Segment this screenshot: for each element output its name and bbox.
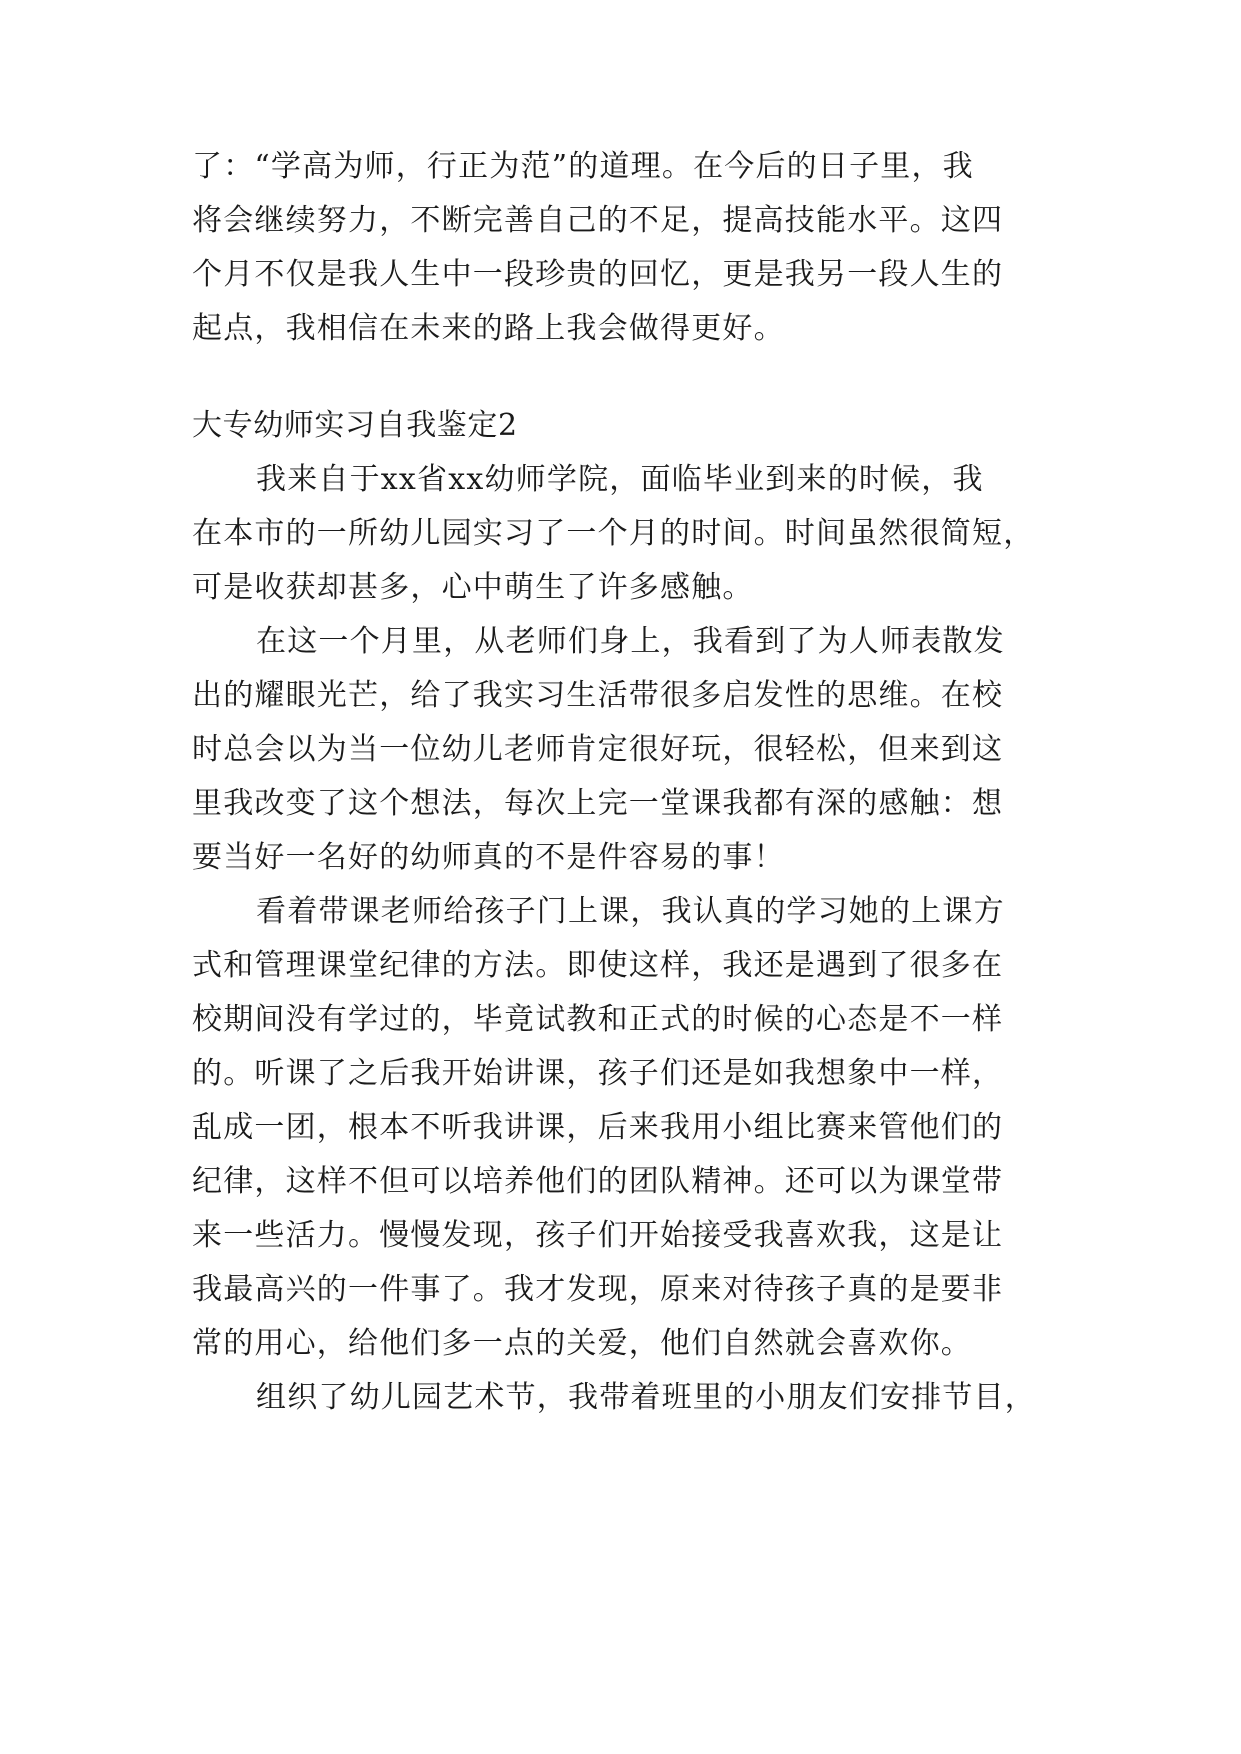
- paragraph-line: 要当好一名好的幼师真的不是件容易的事！: [192, 840, 785, 875]
- section-heading: 大专幼师实习自我鉴定2: [192, 408, 518, 443]
- paragraph-line: 里我改变了这个想法，每次上完一堂课我都有深的感触：想: [192, 786, 1004, 821]
- paragraph-line: 看着带课老师给孩子门上课，我认真的学习她的上课方: [256, 894, 1005, 929]
- paragraph-line: 可是收获却甚多，心中萌生了许多感触。: [192, 570, 754, 605]
- paragraph-line: 常的用心，给他们多一点的关爱，他们自然就会喜欢你。: [192, 1326, 972, 1361]
- paragraph-line: 我来自于xx省xx幼师学院，面临毕业到来的时候，我: [256, 462, 984, 497]
- paragraph-line: 的。听课了之后我开始讲课，孩子们还是如我想象中一样，: [192, 1056, 1004, 1091]
- paragraph-line: 在本市的一所幼儿园实习了一个月的时间。时间虽然很简短，: [192, 516, 1035, 551]
- paragraph-line: 乱成一团，根本不听我讲课，后来我用小组比赛来管他们的: [192, 1110, 1004, 1145]
- paragraph-line: 在这一个月里，从老师们身上，我看到了为人师表散发: [256, 624, 1005, 659]
- paragraph-line: 出的耀眼光芒，给了我实习生活带很多启发性的思维。在校: [192, 678, 1004, 713]
- paragraph-line: 时总会以为当一位幼儿老师肯定很好玩，很轻松，但来到这: [192, 732, 1004, 767]
- paragraph-line: 校期间没有学过的，毕竟试教和正式的时候的心态是不一样: [192, 1002, 1004, 1037]
- paragraph-line: 将会继续努力，不断完善自己的不足，提高技能水平。这四: [192, 203, 1004, 238]
- paragraph-line: 纪律，这样不但可以培养他们的团队精神。还可以为课堂带: [192, 1164, 1004, 1199]
- paragraph-line: 个月不仅是我人生中一段珍贵的回忆，更是我另一段人生的: [192, 257, 1004, 292]
- paragraph-line: 式和管理课堂纪律的方法。即使这样，我还是遇到了很多在: [192, 948, 1004, 983]
- paragraph-line: 了：“学高为师，行正为范”的道理。在今后的日子里，我: [192, 149, 974, 184]
- paragraph-line: 我最高兴的一件事了。我才发现，原来对待孩子真的是要非: [192, 1272, 1004, 1307]
- paragraph-line: 来一些活力。慢慢发现，孩子们开始接受我喜欢我，这是让: [192, 1218, 1004, 1253]
- paragraph-line: 组织了幼儿园艺术节，我带着班里的小朋友们安排节目，: [256, 1380, 1036, 1415]
- paragraph-line: 起点，我相信在未来的路上我会做得更好。: [192, 311, 785, 346]
